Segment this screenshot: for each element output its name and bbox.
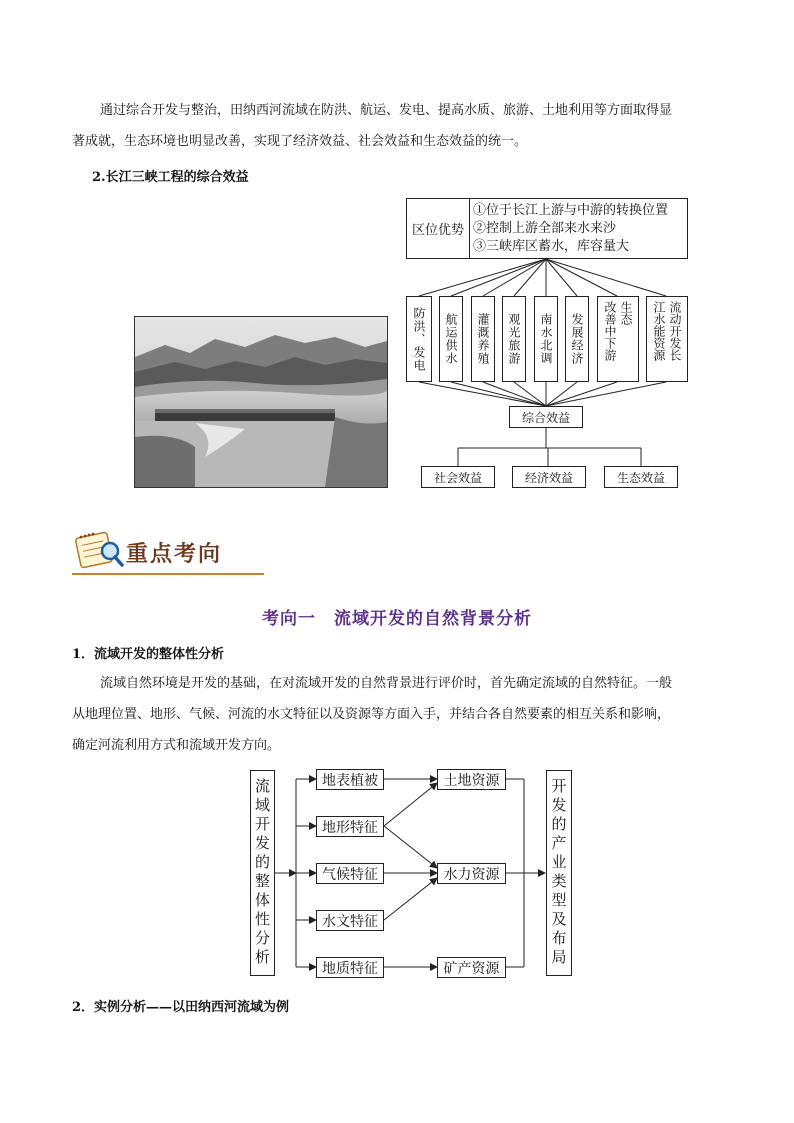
benefit-box: 防洪、发电 — [406, 296, 432, 382]
sub1-paragraph-line1: 流域自然环境是开发的基础，在对流域开发的自然背景进行评价时，首先确定流域的自然特征。一般 — [100, 676, 673, 691]
sub1-paragraph-line2: 从地理位置、地形、气候、河流的水文特征以及资源等方面入手，并结合各自然要素的相互关系和影响， — [72, 707, 671, 722]
flow-factor-box: 地形特征 — [316, 816, 384, 837]
focus-banner-title: 重点考向 — [126, 542, 223, 567]
flow-factor-box: 气候特征 — [316, 863, 384, 884]
advantage-item: ③三峡库区蓄水，库容量大 — [473, 239, 630, 254]
flow-resource-box: 水力资源 — [437, 863, 506, 884]
section2-heading: 2.长江三峡工程的综合效益 — [92, 170, 249, 185]
outcome-box-economic: 经济效益 — [512, 466, 586, 488]
flow-resource-box: 矿产资源 — [437, 957, 506, 978]
benefit-box-hydropower-line1: 流动开发长 — [668, 301, 682, 361]
flow-resource-box: 土地资源 — [437, 769, 506, 790]
summary-box: 综合效益 — [509, 406, 583, 428]
intro-paragraph-line2: 著成就，生态环境也明显改善，实现了经济效益、社会效益和生态效益的统一。 — [72, 134, 528, 149]
flow-right-box: 开发的产业类型及布局 — [546, 770, 572, 976]
sub2-heading: 2．实例分析——以田纳西河流域为例 — [72, 1000, 290, 1015]
benefit-box-ecology-line2: 改善中下游 — [603, 301, 617, 361]
benefit-box-ecology-line1: 生态 — [619, 301, 633, 325]
benefit-box: 灌溉养殖 — [471, 296, 495, 382]
benefit-box: 航运供水 — [439, 296, 463, 382]
flow-left-box: 流域开发的整体性分析 — [250, 770, 275, 976]
benefit-box: 发展经济 — [565, 296, 589, 382]
sub1-paragraph-line3: 确定河流利用方式和流域开发方向。 — [72, 738, 281, 753]
outcome-box-ecological: 生态效益 — [604, 466, 678, 488]
intro-paragraph-line1: 通过综合开发与整治，田纳西河流域在防洪、航运、发电、提高水质、旅游、土地利用等方面取得显 — [100, 103, 673, 118]
benefit-box: 南水北调 — [534, 296, 558, 382]
outcome-box-social: 社会效益 — [421, 466, 495, 488]
sub1-heading: 1．流域开发的整体性分析 — [72, 647, 225, 662]
benefit-box: 观光旅游 — [502, 296, 526, 382]
flow-factor-box: 水文特征 — [316, 910, 384, 931]
flow-factor-box: 地表植被 — [316, 769, 384, 790]
location-advantage-label: 区位优势 — [407, 199, 470, 258]
benefit-box-hydropower-line2: 江水能资源 — [652, 301, 666, 361]
topic-title: 考向一 流域开发的自然背景分析 — [262, 609, 532, 629]
advantage-item: ②控制上游全部来水来沙 — [473, 221, 617, 236]
advantage-item: ①位于长江上游与中游的转换位置 — [473, 203, 669, 218]
flow-factor-box: 地质特征 — [316, 957, 384, 978]
